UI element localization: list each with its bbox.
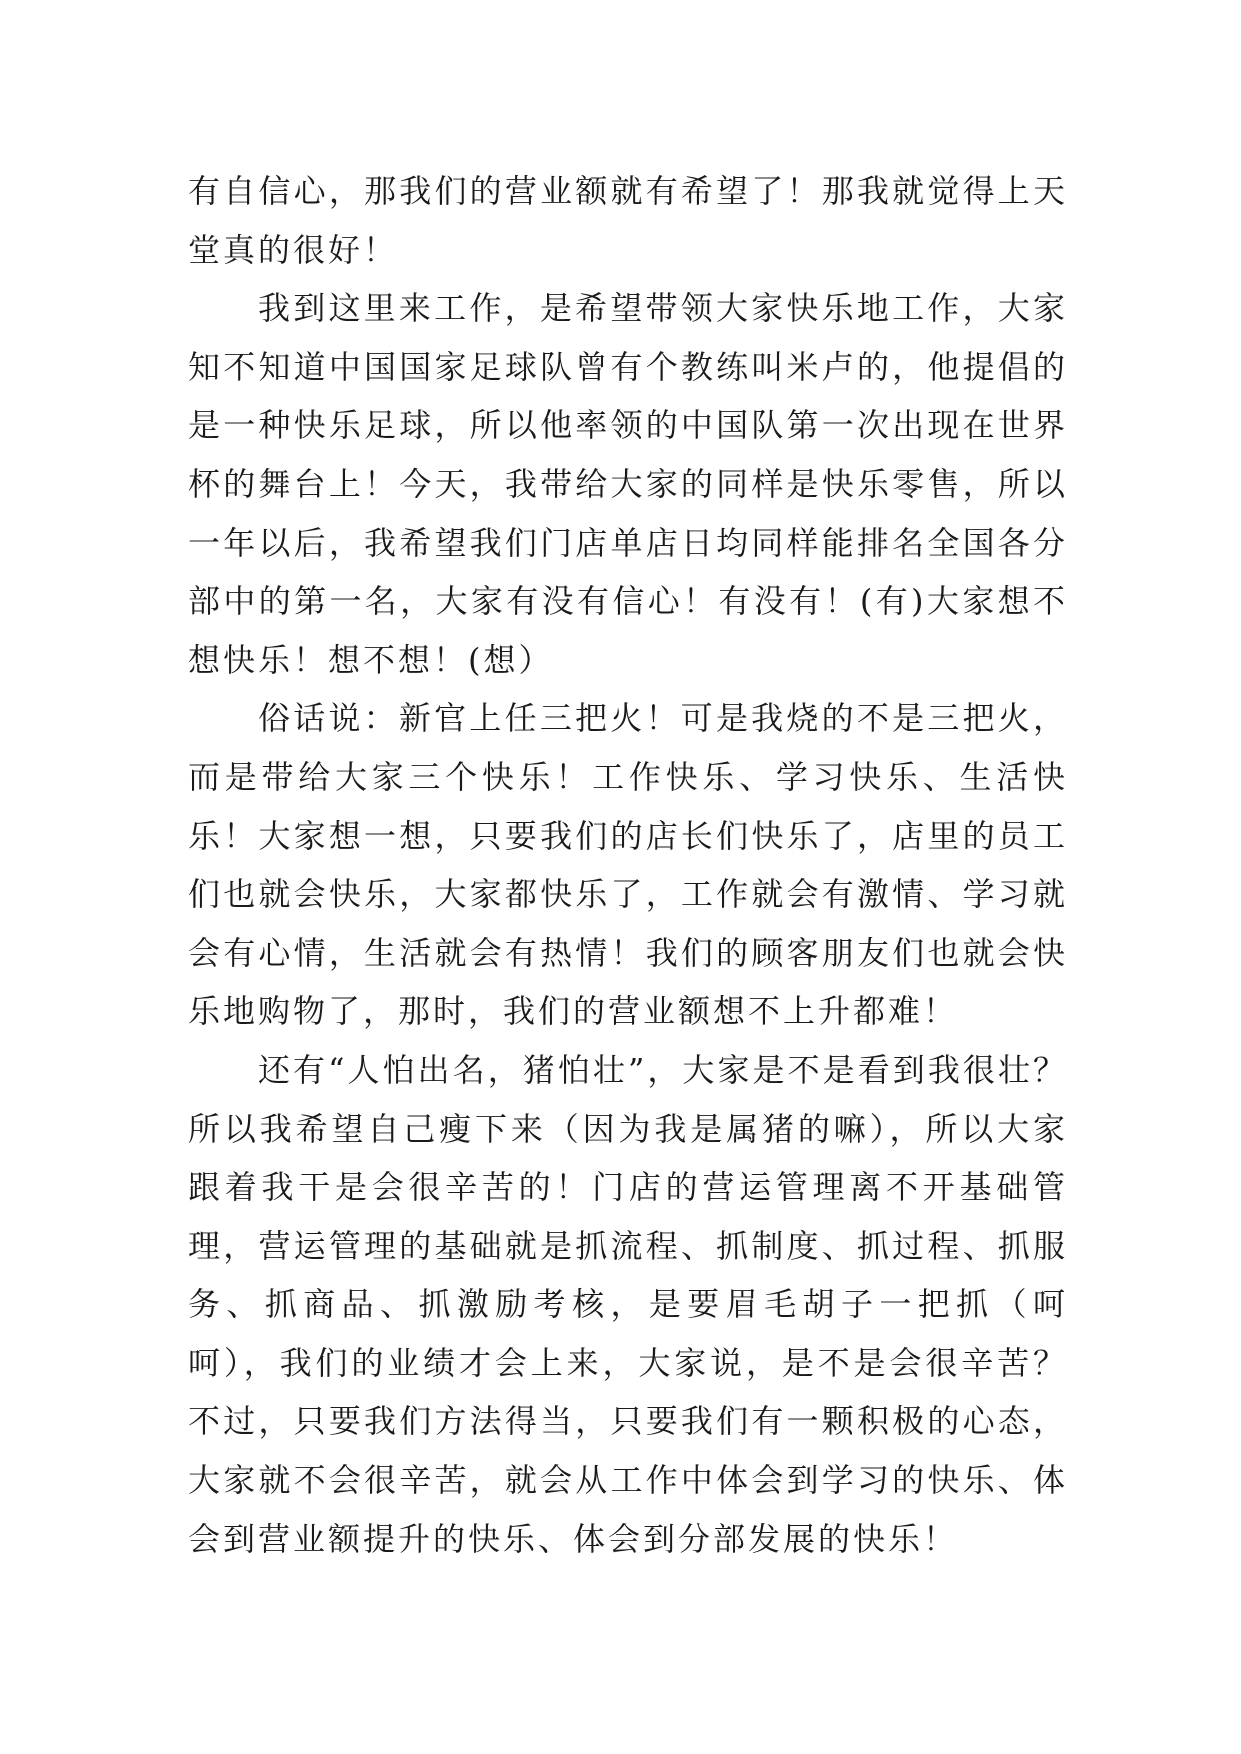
- document-body: [188, 162, 1068, 1568]
- paragraph-continuation: 有自信心，那我们的营业额就有希望了！那我就觉得上天堂真的很好！: [188, 172, 1068, 269]
- paragraph-work-happily: 我到这里来工作，是希望带领大家快乐地工作，大家知不知道中国国家足球队曾有个教练叫米卢的，他提倡的是一种快乐足球，所以他率领的中国队第一次出现在世界杯的舞台上！今天，我带给大家的同样是快乐零售，所以一年以后，我希望我们门店单店日均同样能排名全国各分部中的第一名，大家有没有信心！有没有！(有)大家想不想快乐！想不想！(想）: [188, 289, 1068, 679]
- paragraph-basic-management: 还有“人怕出名，猪怕壮”，大家是不是看到我很壮？所以我希望自己瘦下来（因为我是属猪的嘛），所以大家跟着我干是会很辛苦的！门店的营运管理离不开基础管理，营运管理的基础就是抓流程、抓制度、抓过程、抓服务、抓商品、抓激励考核，是要眉毛胡子一把抓（呵呵），我们的业绩才会上来，大家说，是不是会很辛苦？不过，只要我们方法得当，只要我们有一颗积极的心态，大家就不会很辛苦，就会从工作中体会到学习的快乐、体会到营业额提升的快乐、体会到分部发展的快乐！: [188, 1050, 1068, 1558]
- paragraph-three-happiness: 俗话说：新官上任三把火！可是我烧的不是三把火，而是带给大家三个快乐！工作快乐、学习快乐、生活快乐！大家想一想，只要我们的店长们快乐了，店里的员工们也就会快乐，大家都快乐了，工作就会有激情、学习就会有心情，生活就会有热情！我们的顾客朋友们也就会快乐地购物了，那时，我们的营业额想不上升都难！: [188, 699, 1068, 1031]
